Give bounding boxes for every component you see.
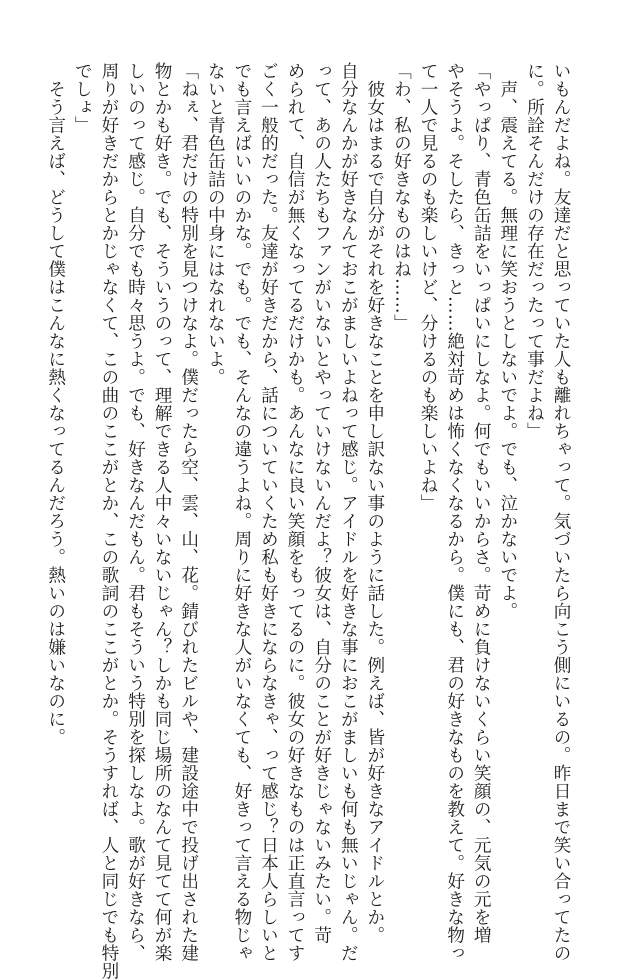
text-line: しいのって感じ。自分でも時々思うよ。でも、好きなんだもん。君もそういう特別を探しなよ。歌が好きなら、: [125, 62, 146, 962]
text-line: ごく一般的だった。友達が好きだから、話についていくため私も好きにならなきゃ、って感じ？日本人らしいと: [258, 62, 279, 962]
text-line: 「わ、私の好きなものはね……」: [391, 62, 412, 332]
text-line: でしょ」: [72, 62, 93, 134]
text-line: て一人で見るのも楽しいけど、分けるのも楽しいよね」: [418, 62, 439, 512]
text-line: 声、震えてる。無理に笑おうとしないでよ。でも、泣かないでよ。: [497, 79, 518, 620]
text-line: 物とかも好き。でも、そういうのって、理解できる人中々いないじゃん？しかも同じ場所のなんて見てて何が楽: [152, 62, 173, 962]
text-line: 彼女はまるで自分がそれを好きなことを申し訳ない事のように話した。例えば、皆が好きなアイドルとか。: [364, 79, 385, 944]
vertical-text-block: [42, 62, 574, 980]
text-line: 周りが好きだからとかじゃなくて、この曲のここがとか、この歌詞のここがとか。そうすれば、人と同じでも特別: [98, 62, 119, 980]
text-line: やそうよ。そしたら、きっと……絶対苛めは怖くなくなるから。僕にも、君の好きなものを教えて。好きな物っ: [444, 62, 465, 962]
text-line: 「ねぇ、君だけの特別を見つけなよ。僕だったら空、雲、山、花。錆びれたビルや、建設途中で投げ出された建: [178, 62, 199, 962]
text-line: に。所詮そんだけの存在だったって事だよね」: [524, 62, 545, 440]
text-line: 「やっぱり、青色缶詰をいっぱいにしなよ。何でもいいからさ。苛めに負けないくらい笑顔の、元気の元を増: [471, 62, 492, 944]
text-line: でも言えばいいのかな。でも。でも、そんなの違うよね。周りに好きな人がいなくても、好きって言える物じゃ: [231, 62, 252, 962]
text-line: って、あの人たちもファンがいないとやっていけないんだよ？彼女は、自分のことが好きじゃないみたい。苛: [311, 62, 332, 944]
text-line: められて、自信が無くなってるだけかも。あんなに良い笑顔をもってるのに。彼女の好きなものは正直言ってす: [285, 62, 306, 962]
text-line: ないと青色缶詰の中身にはなれないよ。: [205, 62, 226, 386]
text-line: そう言えば、どうして僕はこんなに熱くなってるんだろう。熱いのは嫌いなのに。: [45, 79, 66, 746]
text-line: 自分なんかが好きなんておこがましいよねって感じ。アイドルを好きな事におこがましいも何も無いじゃん。だ: [338, 62, 359, 962]
text-line: いもんだよね。友達だと思っていた人も離れちゃって。気づいたら向こう側にいるの。昨日まで笑い合ってたの: [551, 62, 571, 962]
